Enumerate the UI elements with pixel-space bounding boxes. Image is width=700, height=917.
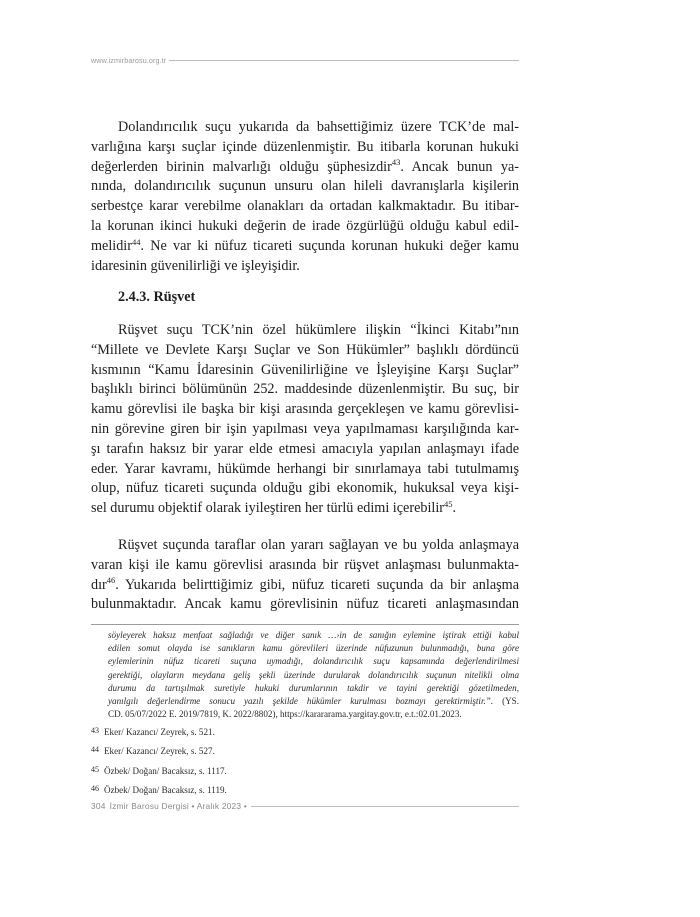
page-number: 304 bbox=[91, 801, 106, 811]
footnote-item bbox=[91, 781, 519, 800]
text-line bbox=[91, 361, 519, 381]
italic-text-run: yanılgılı değerlendirme sonucu yazılı şekilde hükümler kurulması bozmayı gerektirmiştir.”. bbox=[108, 696, 494, 707]
footnote-number: 46 bbox=[91, 784, 99, 794]
italic-text-run: söyleyerek haksız menfaat sağladığı ve diğer sanık …›in de sanığın eylemine iştirak ettiği kabul bbox=[108, 630, 519, 640]
text-line bbox=[91, 158, 519, 178]
text-line bbox=[91, 177, 519, 197]
text-line bbox=[91, 138, 519, 158]
text-run: (YS. bbox=[493, 696, 520, 707]
italic-text-run: durumu da tartışılmak suretiyle hukuki durumlarının takdir ve tayini gerektiği gözetilmeden, bbox=[108, 682, 519, 693]
footnote-text: Özbek/ Doğan/ Bacaksız, s. 1117. bbox=[104, 765, 227, 776]
text-run: varlığına karşı suçlar içinde düzenlenmiştir. Bu itibarla korunan hukuki bbox=[91, 138, 519, 155]
text-line bbox=[91, 595, 519, 615]
text-run: kısmının “Kamu İdaresinin Güvenilirliğine ve İşleyişine Karşı Suçlar” bbox=[91, 361, 519, 378]
text-run: nında, dolandırıcılık suçunun unsuru olan hileli davranışlarla kişilerin bbox=[91, 178, 519, 195]
text-run: değerlerden birinin malvarlığı olduğu şüphesizdir bbox=[91, 158, 392, 175]
footnote-text: Özbek/ Doğan/ Bacaksız, s. 1119. bbox=[104, 785, 227, 796]
footnote-item bbox=[91, 762, 519, 781]
text-run: bulunmaktadır. Ancak kamu görevlisinin nüfuz ticareti anlaşmasından bbox=[91, 596, 519, 613]
text-run: eder. Yarar kavramı, hükümde herhangi bir sınırlamaya tabi tutulmamış bbox=[91, 460, 519, 477]
paragraph-2 bbox=[91, 321, 519, 519]
running-header bbox=[91, 55, 519, 65]
text-line bbox=[91, 197, 519, 217]
text-line bbox=[108, 629, 519, 642]
text-run: başlıklı birinci bölümünün 252. maddesinde düzenlenmiştir. Bu suç, bir bbox=[91, 381, 519, 398]
section-heading: 2.4.3. Rüşvet bbox=[118, 289, 196, 305]
text-line bbox=[91, 257, 519, 277]
footnote-reference: 45 bbox=[444, 498, 453, 509]
text-line bbox=[91, 217, 519, 237]
text-line bbox=[91, 380, 519, 400]
text-run: la korunan ikinci hukuki değerin de irade özgürlüğü olduğu kabul edil- bbox=[91, 217, 519, 234]
text-run: . Yukarıda belirttiğimiz gibi, nüfuz ticareti suçunda da bir anlaşma bbox=[115, 576, 519, 593]
footnote-continuation bbox=[108, 629, 519, 721]
text-run: şı tarafın haksız bir yarar elde etmesi amacıyla yapılan anlaşmayı ifade bbox=[91, 440, 519, 457]
text-line bbox=[91, 440, 519, 460]
text-run: nin görevine giren bir işin yapılması veya yapılmaması karşılığında kar- bbox=[91, 420, 519, 437]
text-line bbox=[91, 420, 519, 440]
italic-text-run: eylemlerinin nüfuz ticareti suçuna uymadığı, dolandırıcılık suçu kapsamında değerlendirilmesi bbox=[108, 656, 519, 667]
text-run: idaresinin güvenilirliği ve işleyişidir. bbox=[91, 257, 300, 274]
text-line bbox=[108, 642, 519, 655]
text-line bbox=[108, 708, 519, 721]
text-line bbox=[91, 576, 519, 596]
text-run: Rüşvet suçunda taraflar olan yararı sağlayan ve bu yolda anlaşmaya bbox=[118, 537, 519, 553]
footer-rule bbox=[251, 806, 519, 807]
text-line bbox=[91, 341, 519, 361]
text-line bbox=[91, 536, 519, 556]
italic-text-run: gerektiği, olayların meydana geliş şekli üzerinde durularak dolandırıcılık suçunun nitelikli olma bbox=[108, 669, 519, 680]
footnote-text: Eker/ Kazancı/ Zeyrek, s. 521. bbox=[104, 727, 215, 737]
italic-text-run: edilen somut olayda ise sanıkların kamu görevlileri üzerinde nüfuzunun bulunmadığı, buna göre bbox=[108, 643, 519, 654]
text-run: . bbox=[452, 500, 457, 517]
footnote-reference: 43 bbox=[391, 157, 401, 168]
text-line bbox=[91, 556, 519, 576]
text-line bbox=[91, 237, 519, 257]
text-line bbox=[91, 479, 519, 499]
running-footer bbox=[91, 801, 519, 811]
text-run: serbestçe karar verebilme olanakları da ortadan kalkmaktadır. Bu itibar- bbox=[91, 198, 519, 215]
text-run: CD. 05/07/2022 E. 2019/7819, K. 2022/8802), https://karararama.yargitay.gov.tr, e.t.:02.01.2023. bbox=[108, 709, 462, 720]
text-run: varan kişi ile kamu görevlisi arasında bir rüşvet anlaşması bulunmakta- bbox=[91, 556, 519, 573]
footnote-number: 44 bbox=[91, 745, 99, 755]
text-run: Dolandırıcılık suçu yukarıda da bahsettiğimiz üzere TCK’de mal- bbox=[118, 119, 519, 135]
text-line bbox=[108, 695, 519, 708]
footnote-list bbox=[91, 723, 519, 801]
text-run: dır bbox=[91, 576, 107, 593]
text-line bbox=[91, 499, 519, 519]
footnote-item bbox=[91, 742, 519, 761]
text-run: “Millete ve Devlete Karşı Suçlar ve Son Hükümler” başlıklı dördüncü bbox=[91, 341, 519, 358]
text-run: . Ancak bunun ya- bbox=[400, 158, 520, 175]
footnote-separator bbox=[91, 624, 519, 625]
footnote-text: Eker/ Kazancı/ Zeyrek, s. 527. bbox=[104, 746, 215, 757]
website-address: www.izmirbarosu.org.tr bbox=[91, 55, 167, 65]
text-line bbox=[91, 400, 519, 420]
text-run: melidir bbox=[91, 237, 132, 254]
text-run: sel durumu objektif olarak iyileştiren her türlü edimi içerebilir bbox=[91, 500, 445, 517]
text-run: Rüşvet suçu TCK’nin özel hükümlere ilişkin “İkinci Kitabı”nın bbox=[118, 322, 519, 338]
text-line bbox=[108, 682, 519, 695]
footnote-item bbox=[91, 723, 519, 742]
text-line bbox=[108, 669, 519, 682]
footnote-number: 43 bbox=[91, 726, 99, 735]
footnote-reference: 44 bbox=[131, 236, 141, 247]
text-line bbox=[108, 655, 519, 668]
text-run: . Ne var ki nüfuz ticareti suçunda korunan hukuki değer kamu bbox=[140, 237, 519, 254]
text-run: olup, nüfuz ticareti suçunda olduğu gibi ekonomik, hukuksal veya kişi- bbox=[91, 480, 519, 497]
text-line bbox=[91, 321, 519, 341]
header-rule bbox=[169, 60, 519, 61]
paragraph-1 bbox=[91, 118, 519, 276]
footnote-number: 45 bbox=[91, 764, 99, 774]
text-line bbox=[91, 118, 519, 138]
paragraph-3 bbox=[91, 536, 519, 615]
footnote-reference: 46 bbox=[106, 575, 116, 586]
journal-running-title: İzmir Barosu Dergisi • Aralık 2023 • bbox=[109, 801, 247, 811]
text-run: kamu görevlisi ile başka bir kişi arasında gerçekleşen ve kamu görevlisi- bbox=[91, 401, 519, 418]
text-line bbox=[91, 460, 519, 480]
